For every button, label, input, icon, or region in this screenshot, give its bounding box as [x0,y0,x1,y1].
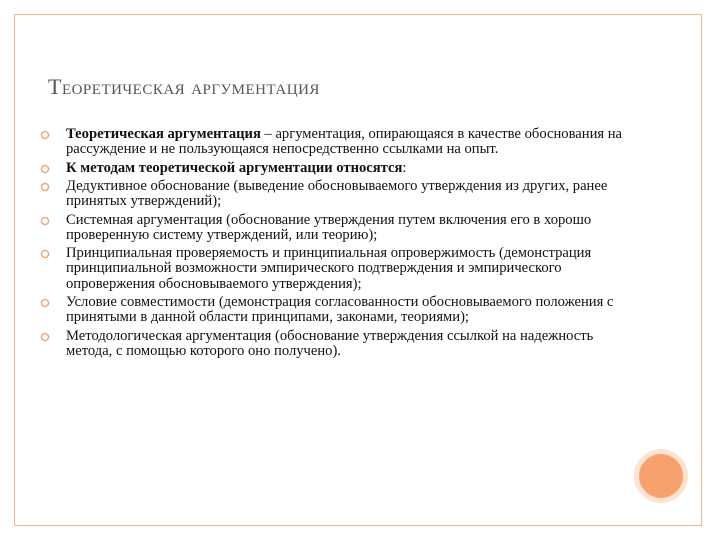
list-item [40,179,625,209]
list-item [40,127,625,157]
list-item-text: Условие совместимости (демонстрация согласованности обосновываемого положения с принятыми в данной области принципами, законами, теориями); [66,293,614,326]
list-item [40,329,625,359]
list-item-text: : [402,159,407,176]
list-item-bold-text: К методам теоретической аргументации относятся [66,159,403,176]
decorative-circle-icon [634,449,688,503]
list-item [40,246,625,292]
list-item [40,295,625,325]
list-item-text: – аргументация, опирающаяся в качестве обоснования на рассуждение и не пользующаяся непосредственно ссылками на опыт. [66,126,623,158]
list-item-text: Системная аргументация (обоснование утверждения путем включения его в хорошо проверенную систему утверждений, или теорию); [66,211,592,243]
list-item [40,213,625,243]
list-item-bold-text: Теоретическая аргументация [66,126,261,142]
list-item [40,161,625,176]
list-item-text: Дедуктивное обоснование (выведение обосновываемого утверждения из других, ранее принятых утверждений); [66,177,608,210]
content-list [40,127,625,362]
ring-bullet-icon [40,164,50,174]
list-item-text: Методологическая аргументация (обоснование утверждения ссылкой на надежность метода, с помощью которого оно получено). [66,327,594,359]
list-item-text: Принципиальная проверяемость и принципиальная опровержимость (демонстрация принципиальной возможности эмпирического подтверждения и эмпирического опровержения обосновываемого утверждения); [66,245,592,292]
ring-bullet-icon [40,216,50,226]
ring-bullet-icon [40,332,50,342]
ring-bullet-icon [40,182,50,192]
ring-bullet-icon [40,298,50,308]
ring-bullet-icon [40,249,50,259]
slide-title: Теоретическая аргументация [48,74,320,99]
ring-bullet-icon [40,130,50,140]
